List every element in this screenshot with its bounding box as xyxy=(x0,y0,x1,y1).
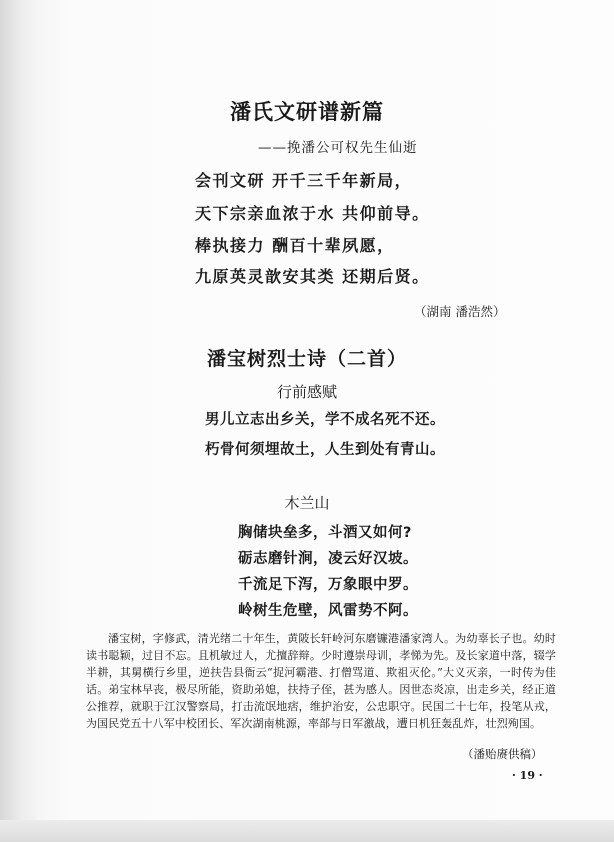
poem1-line: 棒执接力 酬百十辈夙愿， xyxy=(195,236,395,255)
poem1-title: 潘氏文研谱新篇 xyxy=(230,100,384,124)
poem1-line: 九原英灵歆安其类 还期后贤。 xyxy=(195,267,430,286)
poem1-line: 天下宗亲血浓于水 共仰前导。 xyxy=(195,204,430,223)
page-number: · 19 · xyxy=(512,769,543,782)
poem1-subtitle: ——挽潘公可权先生仙逝 xyxy=(258,140,418,156)
page-edge xyxy=(0,820,614,842)
poem1-signature: （湖南 潘浩然） xyxy=(414,304,506,319)
biography-paragraph: 潘宝树，字修武，清光绪二十年生，黄陂长轩岭河东磨镰港潘家湾人。为幼辜长子也。幼时读书聪颖，过目不忘。且机敏过人，尤擅辞辩。少时遵崇母训，孝悌为先。及长家道中落，辍学半耕，其舅横行乡里，逆扶告县衙云“捉河霸港、打僧骂道、欺祖灭伦。”大义灭亲，一时传为佳话。弟宝林早丧，极尽所能，资助弟媳，扶持子侄，甚为感人。因世态炎凉，出走乡关，经正道公推荐，就职于江汉警察局，打击流氓地痞，维护治安，公忠职守。民国二十七年，投笔从戎，为国民党五十八军中校团长、军次湖南桃源，率部与日军激战，遭日机狂轰乱炸，壮烈殉国。 xyxy=(86,632,556,730)
poem-a-title: 行前感赋 xyxy=(276,383,337,401)
poem-b-line: 砺志磨针涧，凌云好汉坡。 xyxy=(238,551,418,567)
poem1-line: 会刊文研 开千三千年新局， xyxy=(195,171,413,190)
poem-a-line: 男儿立志出乡关，学不成名死不还。 xyxy=(205,412,445,428)
biography-signature: （潘贻赓供稿） xyxy=(462,747,543,761)
poem-b-line: 岭树生危壁，风雷势不阿。 xyxy=(238,603,418,619)
poem-a-line: 朽骨何须埋故土，人生到处有青山。 xyxy=(205,442,445,458)
poem-b-line: 胸储块垒多，斗酒又如何? xyxy=(238,525,412,541)
section2-title: 潘宝树烈士诗（二首） xyxy=(206,348,407,370)
poem-b-title: 木兰山 xyxy=(284,494,330,512)
poem-b-line: 千流足下泻，万象眼中罗。 xyxy=(238,577,418,593)
